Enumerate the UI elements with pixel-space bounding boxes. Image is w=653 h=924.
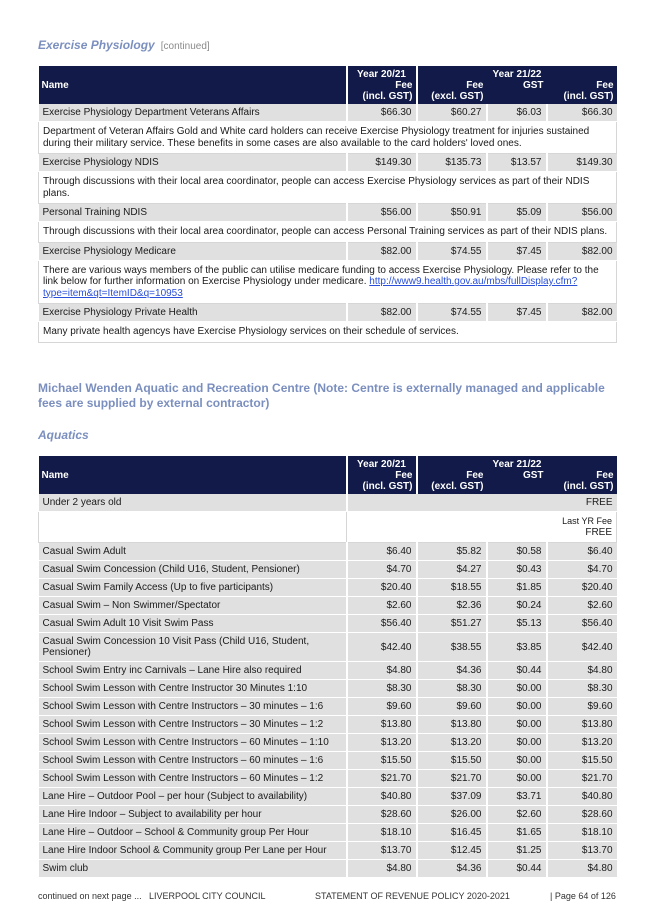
fee-incl-2021: $40.80 bbox=[347, 788, 417, 806]
fee-incl-2021: $82.00 bbox=[347, 242, 417, 260]
gst-2122: $0.00 bbox=[487, 716, 547, 734]
gst-2122: $3.71 bbox=[487, 788, 547, 806]
section-title-text: Aquatics bbox=[38, 428, 89, 442]
gst-2122: $0.24 bbox=[487, 597, 547, 615]
fee-excl-2122: $74.55 bbox=[417, 242, 487, 260]
fee-incl-2122: $20.40 bbox=[547, 579, 617, 597]
table-row bbox=[39, 824, 617, 842]
fee-excl-2122: $37.09 bbox=[417, 788, 487, 806]
row-name: Exercise Physiology Medicare bbox=[39, 242, 347, 260]
row-name: Casual Swim Concession (Child U16, Student, Pensioner) bbox=[39, 561, 347, 579]
table-row bbox=[39, 561, 617, 579]
description-text: Department of Veteran Affairs Gold and White card holders can receive Exercise Physiology treatment for injuries sustained during their military service. These benefits in some cases are also available to the card holders' loved ones. bbox=[43, 126, 590, 149]
row-description bbox=[39, 322, 617, 343]
table-row bbox=[39, 752, 617, 770]
gst-2122: $7.45 bbox=[487, 242, 547, 260]
gst-2122: $0.58 bbox=[487, 543, 547, 561]
fee-incl-2021: $2.60 bbox=[347, 597, 417, 615]
gst-2122: $0.43 bbox=[487, 561, 547, 579]
description-row bbox=[39, 172, 617, 204]
continued-label: [continued] bbox=[160, 41, 210, 52]
fee-excl-2122: $18.55 bbox=[417, 579, 487, 597]
fee-incl-2021: $149.30 bbox=[347, 154, 417, 172]
row-name: Casual Swim Family Access (Up to five participants) bbox=[39, 579, 347, 597]
gst-2122: $0.44 bbox=[487, 860, 547, 878]
fee-excl-2122: $13.80 bbox=[417, 716, 487, 734]
medicare-link[interactable]: http://www9.health.gov.au/mbs/fullDisplay.cfm?type=item&qt=ItemID&q=10953 bbox=[43, 276, 578, 299]
header-fee-incl-2021: Fee (incl. GST) bbox=[347, 470, 417, 494]
table-row bbox=[39, 860, 617, 878]
fee-excl-2122: $15.50 bbox=[417, 752, 487, 770]
table-row bbox=[39, 716, 617, 734]
gst-2122: $0.00 bbox=[487, 770, 547, 788]
row-name: Under 2 years old bbox=[39, 494, 347, 512]
header-fee-incl-2021: Fee (incl. GST) bbox=[347, 80, 417, 104]
header-year-2021: Year 20/21 bbox=[347, 456, 417, 470]
fee-incl-2122: $13.70 bbox=[547, 842, 617, 860]
table-row bbox=[39, 615, 617, 633]
fee-incl-2122: $42.40 bbox=[547, 633, 617, 662]
table-row bbox=[39, 304, 617, 322]
fee-incl-2122: $149.30 bbox=[547, 154, 617, 172]
row-name: School Swim Lesson with Centre Instructors – 60 minutes – 1:6 bbox=[39, 752, 347, 770]
fee-excl-2122: $9.60 bbox=[417, 698, 487, 716]
fee-incl-2021: $66.30 bbox=[347, 104, 417, 122]
fee-incl-2021: $8.30 bbox=[347, 680, 417, 698]
gst-2122: $13.57 bbox=[487, 154, 547, 172]
centre-heading: Michael Wenden Aquatic and Recreation Centre (Note: Centre is externally managed and applicable fees are supplied by external contractor) bbox=[38, 381, 605, 410]
footer-page-number: | Page 64 of 126 bbox=[550, 891, 616, 901]
fee-excl-2122: $4.36 bbox=[417, 860, 487, 878]
row-name: Casual Swim Concession 10 Visit Pass (Child U16, Student, Pensioner) bbox=[39, 633, 347, 662]
table-row bbox=[39, 154, 617, 172]
fee-incl-2122: $40.80 bbox=[547, 788, 617, 806]
gst-2122: $5.09 bbox=[487, 204, 547, 222]
description-text: Through discussions with their local area coordinator, people can access Personal Training services as part of their NDIS plans. bbox=[43, 226, 608, 237]
gst-2122: $0.44 bbox=[487, 662, 547, 680]
table-row-under-2 bbox=[39, 494, 617, 512]
fee-incl-2021: $13.80 bbox=[347, 716, 417, 734]
row-name: School Swim Lesson with Centre Instructor 30 Minutes 1:10 bbox=[39, 680, 347, 698]
row-name: School Swim Lesson with Centre Instructors – 60 Minutes – 1:10 bbox=[39, 734, 347, 752]
gst-2122: $1.85 bbox=[487, 579, 547, 597]
fee-incl-2122: $4.80 bbox=[547, 662, 617, 680]
description-row bbox=[39, 322, 617, 343]
fee-excl-2122: $60.27 bbox=[417, 104, 487, 122]
fee-incl-2021: $13.20 bbox=[347, 734, 417, 752]
fee-excl-2122: $16.45 bbox=[417, 824, 487, 842]
row-name: Lane Hire – Outdoor – School & Community group Per Hour bbox=[39, 824, 347, 842]
row-description bbox=[39, 222, 617, 243]
fee-excl-2122: $4.27 bbox=[417, 561, 487, 579]
fee-excl-2122: $135.73 bbox=[417, 154, 487, 172]
row-empty bbox=[39, 512, 347, 543]
fee-excl-2122: $8.30 bbox=[417, 680, 487, 698]
fee-excl-2122: $12.45 bbox=[417, 842, 487, 860]
header-name: Name bbox=[39, 456, 347, 494]
description-row bbox=[39, 222, 617, 243]
fee-incl-2122: $13.20 bbox=[547, 734, 617, 752]
row-description bbox=[39, 122, 617, 154]
fee-excl-2122: $50.91 bbox=[417, 204, 487, 222]
row-name: Personal Training NDIS bbox=[39, 204, 347, 222]
table-row bbox=[39, 633, 617, 662]
fee-incl-2021: $6.40 bbox=[347, 543, 417, 561]
table-row bbox=[39, 597, 617, 615]
footer-statement: STATEMENT OF REVENUE POLICY 2020-2021 bbox=[315, 891, 510, 901]
header-fee-incl-2122: Fee (incl. GST) bbox=[547, 80, 617, 104]
row-name: Exercise Physiology Private Health bbox=[39, 304, 347, 322]
fee-incl-2021: $42.40 bbox=[347, 633, 417, 662]
section-title-exercise-physiology bbox=[38, 38, 210, 52]
fee-incl-2122: $15.50 bbox=[547, 752, 617, 770]
fee-incl-2021: $56.40 bbox=[347, 615, 417, 633]
fee-incl-2122: $4.80 bbox=[547, 860, 617, 878]
table-row bbox=[39, 579, 617, 597]
description-text: Many private health agencys have Exercise Physiology services on their schedule of services. bbox=[43, 326, 459, 337]
fee-incl-2122: $2.60 bbox=[547, 597, 617, 615]
header-fee-excl: Fee (excl. GST) bbox=[417, 470, 487, 494]
header-name: Name bbox=[39, 66, 347, 104]
row-description bbox=[39, 172, 617, 204]
gst-2122: $0.00 bbox=[487, 734, 547, 752]
gst-2122: $3.85 bbox=[487, 633, 547, 662]
fee-incl-2122: $82.00 bbox=[547, 304, 617, 322]
row-name: School Swim Lesson with Centre Instructors – 60 Minutes – 1:2 bbox=[39, 770, 347, 788]
gst-2122: $0.00 bbox=[487, 680, 547, 698]
table-row bbox=[39, 788, 617, 806]
table-row bbox=[39, 242, 617, 260]
header-fee-incl-2122: Fee (incl. GST) bbox=[547, 470, 617, 494]
fee-incl-2021: $18.10 bbox=[347, 824, 417, 842]
gst-2122: $5.13 bbox=[487, 615, 547, 633]
table-row bbox=[39, 806, 617, 824]
table-row bbox=[39, 543, 617, 561]
fee-incl-2021: $4.80 bbox=[347, 860, 417, 878]
row-name: Casual Swim Adult bbox=[39, 543, 347, 561]
fee-excl-2122: $38.55 bbox=[417, 633, 487, 662]
table-row bbox=[39, 734, 617, 752]
table-row bbox=[39, 698, 617, 716]
fee-incl-2021: $21.70 bbox=[347, 770, 417, 788]
header-year-2021: Year 20/21 bbox=[347, 66, 417, 80]
fee-incl-2122: $18.10 bbox=[547, 824, 617, 842]
row-name: Casual Swim – Non Swimmer/Spectator bbox=[39, 597, 347, 615]
row-name: Exercise Physiology NDIS bbox=[39, 154, 347, 172]
row-name: Swim club bbox=[39, 860, 347, 878]
fee-incl-2021: $28.60 bbox=[347, 806, 417, 824]
table-row bbox=[39, 680, 617, 698]
row-name: Exercise Physiology Department Veterans Affairs bbox=[39, 104, 347, 122]
fee-incl-2021: $13.70 bbox=[347, 842, 417, 860]
fee-excl-2122: $13.20 bbox=[417, 734, 487, 752]
row-name: Lane Hire Indoor – Subject to availability per hour bbox=[39, 806, 347, 824]
fee-incl-2122: $56.00 bbox=[547, 204, 617, 222]
aquatics-fee-table bbox=[38, 456, 617, 878]
row-free: FREE bbox=[347, 494, 617, 512]
fee-incl-2021: $4.80 bbox=[347, 662, 417, 680]
description-row bbox=[39, 122, 617, 154]
fee-incl-2122: $28.60 bbox=[547, 806, 617, 824]
gst-2122: $0.00 bbox=[487, 752, 547, 770]
fee-incl-2021: $56.00 bbox=[347, 204, 417, 222]
fee-incl-2122: $9.60 bbox=[547, 698, 617, 716]
fee-incl-2122: $4.70 bbox=[547, 561, 617, 579]
gst-2122: $6.03 bbox=[487, 104, 547, 122]
gst-2122: $1.65 bbox=[487, 824, 547, 842]
row-name: School Swim Lesson with Centre Instructors – 30 Minutes – 1:2 bbox=[39, 716, 347, 734]
fee-incl-2122: $13.80 bbox=[547, 716, 617, 734]
fee-incl-2021: $82.00 bbox=[347, 304, 417, 322]
row-name: School Swim Entry inc Carnivals – Lane Hire also required bbox=[39, 662, 347, 680]
header-gst: GST bbox=[487, 80, 547, 104]
fee-incl-2021: $15.50 bbox=[347, 752, 417, 770]
header-fee-excl: Fee (excl. GST) bbox=[417, 80, 487, 104]
fee-incl-2021: $9.60 bbox=[347, 698, 417, 716]
gst-2122: $0.00 bbox=[487, 698, 547, 716]
row-name: School Swim Lesson with Centre Instructors – 30 minutes – 1:6 bbox=[39, 698, 347, 716]
fee-incl-2122: $66.30 bbox=[547, 104, 617, 122]
fee-excl-2122: $2.36 bbox=[417, 597, 487, 615]
fee-incl-2122: $56.40 bbox=[547, 615, 617, 633]
fee-excl-2122: $5.82 bbox=[417, 543, 487, 561]
fee-excl-2122: $4.36 bbox=[417, 662, 487, 680]
gst-2122: $7.45 bbox=[487, 304, 547, 322]
fee-excl-2122: $51.27 bbox=[417, 615, 487, 633]
fee-incl-2122: $21.70 bbox=[547, 770, 617, 788]
row-name: Lane Hire – Outdoor Pool – per hour (Subject to availability) bbox=[39, 788, 347, 806]
description-text: There are various ways members of the public can utilise medicare funding to access Exercise Physiology. Please refer to the link below for further information on Exercise Physiology under medicare. bbox=[43, 264, 599, 287]
section-title-aquatics bbox=[38, 428, 89, 442]
fee-incl-2122: $6.40 bbox=[547, 543, 617, 561]
row-name: Lane Hire Indoor School & Community group Per Lane per Hour bbox=[39, 842, 347, 860]
table-row bbox=[39, 662, 617, 680]
fee-incl-2122: $8.30 bbox=[547, 680, 617, 698]
table-row bbox=[39, 770, 617, 788]
gst-2122: $2.60 bbox=[487, 806, 547, 824]
footer-continued: continued on next page ... bbox=[38, 891, 142, 901]
fee-incl-2122: $82.00 bbox=[547, 242, 617, 260]
table-row bbox=[39, 104, 617, 122]
table-row bbox=[39, 204, 617, 222]
table-row bbox=[39, 842, 617, 860]
row-description bbox=[39, 260, 617, 304]
fee-excl-2122: $74.55 bbox=[417, 304, 487, 322]
header-year-2122: Year 21/22 bbox=[417, 456, 617, 470]
row-name: Casual Swim Adult 10 Visit Swim Pass bbox=[39, 615, 347, 633]
description-row bbox=[39, 260, 617, 304]
exercise-physiology-fee-table bbox=[38, 66, 617, 343]
fee-incl-2021: $20.40 bbox=[347, 579, 417, 597]
section-title-text: Exercise Physiology bbox=[38, 38, 155, 52]
gst-2122: $1.25 bbox=[487, 842, 547, 860]
description-text: Through discussions with their local area coordinator, people can access Exercise Physiology services as part of their NDIS plans. bbox=[43, 176, 590, 199]
fee-incl-2021: $4.70 bbox=[347, 561, 417, 579]
header-gst: GST bbox=[487, 470, 547, 494]
fee-excl-2122: $21.70 bbox=[417, 770, 487, 788]
footer-council: LIVERPOOL CITY COUNCIL bbox=[149, 891, 266, 901]
fee-excl-2122: $26.00 bbox=[417, 806, 487, 824]
header-year-2122: Year 21/22 bbox=[417, 66, 617, 80]
row-last-year: Last YR Fee FREE bbox=[347, 512, 617, 543]
table-row-last-year bbox=[39, 512, 617, 543]
